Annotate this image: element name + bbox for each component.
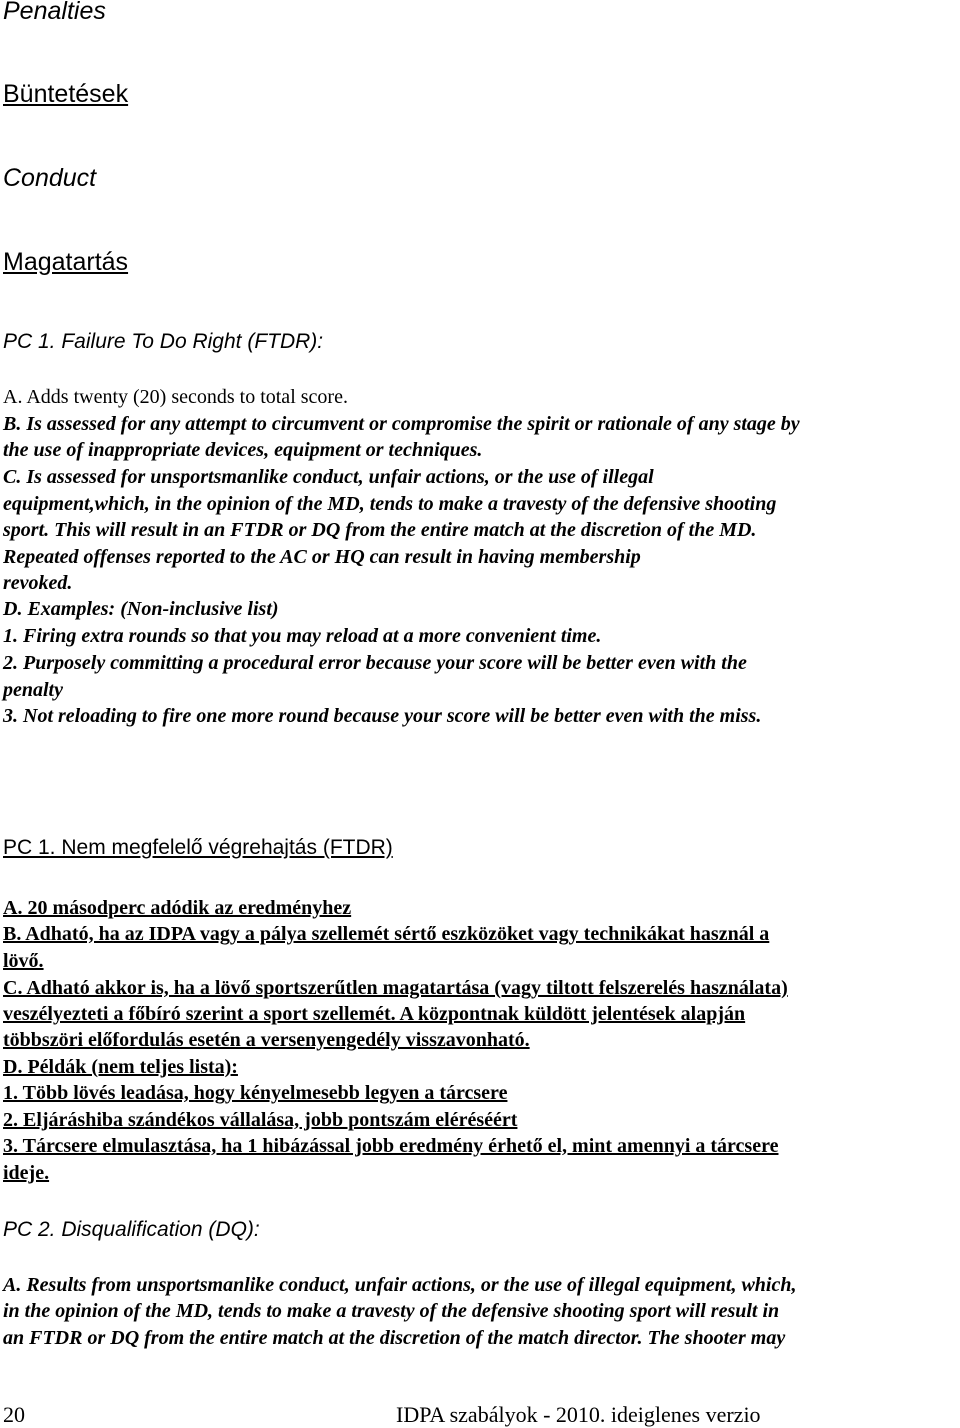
pc1-en-line-c2: equipment,which, in the opinion of the MD, tends to make a travesty of the defensive shooting — [3, 493, 777, 515]
pc1-hu-line-c1: C. Adható akkor is, ha a lövő sportszerűtlen magatartása (vagy tiltott felszerelés használata) — [3, 977, 788, 999]
pc1-hu-title: PC 1. Nem megfelelő végrehajtás (FTDR) — [3, 836, 393, 859]
pc1-en-line-b2: the use of inappropriate devices, equipment or techniques. — [3, 439, 483, 461]
pc1-hu-line-1: 1. Több lövés leadása, hogy kényelmesebb legyen a tárcsere — [3, 1082, 508, 1104]
pc1-en-line-1: 1. Firing extra rounds so that you may reload at a more convenient time. — [3, 625, 602, 647]
pc1-en-line-c3: sport. This will result in an FTDR or DQ from the entire match at the discretion of the MD. — [3, 519, 757, 541]
pc1-hu-line-c3: többszöri előfordulás esetén a versenyengedély visszavonható. — [3, 1029, 530, 1051]
pc2-en-line-2: in the opinion of the MD, tends to make a travesty of the defensive shooting sport will result in — [3, 1300, 780, 1322]
pc1-hu-line-3a: 3. Tárcsere elmulasztása, ha 1 hibázással jobb eredmény érhető el, mint amennyi a tárcsere — [3, 1135, 779, 1157]
heading-penalties: Penalties — [3, 0, 106, 25]
pc1-hu-line-a: A. 20 másodperc adódik az eredményhez — [3, 897, 352, 919]
pc2-en-line-3: an FTDR or DQ from the entire match at the discretion of the match director. The shooter may — [3, 1327, 786, 1349]
pc1-hu-line-2: 2. Eljáráshiba szándékos vállalása, jobb pontszám eléréséért — [3, 1109, 518, 1131]
pc1-hu-line-c2: veszélyezteti a főbíró szerint a sport szellemét. A központnak küldött jelentések alapján — [3, 1003, 746, 1025]
pc1-hu-line-b1: B. Adható, ha az IDPA vagy a pálya szellemét sértő eszközöket vagy technikákat használ a — [3, 923, 770, 945]
footer-title: IDPA szabályok - 2010. ideiglenes verzio — [396, 1402, 761, 1427]
pc1-en-title: PC 1. Failure To Do Right (FTDR): — [3, 330, 324, 353]
pc1-en-line-c5: revoked. — [3, 572, 73, 594]
pc1-en-line-2a: 2. Purposely committing a procedural error because your score will be better even with the — [3, 652, 747, 674]
pc1-en-line-c4: Repeated offenses reported to the AC or HQ can result in having membership — [3, 546, 641, 568]
pc1-hu-line-3b: ideje. — [3, 1162, 50, 1184]
page-number: 20 — [3, 1402, 25, 1427]
pc1-en-line-3: 3. Not reloading to fire one more round because your score will be better even with the miss. — [3, 705, 762, 727]
pc1-hu-line-d: D. Példák (nem teljes lista): — [3, 1056, 238, 1078]
pc1-en-line-a: A. Adds twenty (20) seconds to total score. — [3, 386, 348, 408]
pc1-hu-line-b2: lövő. — [3, 950, 44, 972]
heading-magatartas: Magatartás — [3, 248, 129, 276]
pc1-en-line-c1: C. Is assessed for unsportsmanlike conduct, unfair actions, or the use of illegal — [3, 466, 654, 488]
heading-buntetesek: Büntetések — [3, 80, 129, 108]
heading-conduct: Conduct — [3, 164, 97, 192]
pc1-en-line-d: D. Examples: (Non-inclusive list) — [3, 598, 279, 620]
pc1-en-line-b1: B. Is assessed for any attempt to circumvent or compromise the spirit or rationale of any stage by — [3, 413, 800, 435]
pc2-en-line-1: A. Results from unsportsmanlike conduct, unfair actions, or the use of illegal equipment, which, — [3, 1274, 797, 1296]
pc1-en-line-2b: penalty — [3, 679, 63, 701]
pc2-en-title: PC 2. Disqualification (DQ): — [3, 1218, 260, 1241]
